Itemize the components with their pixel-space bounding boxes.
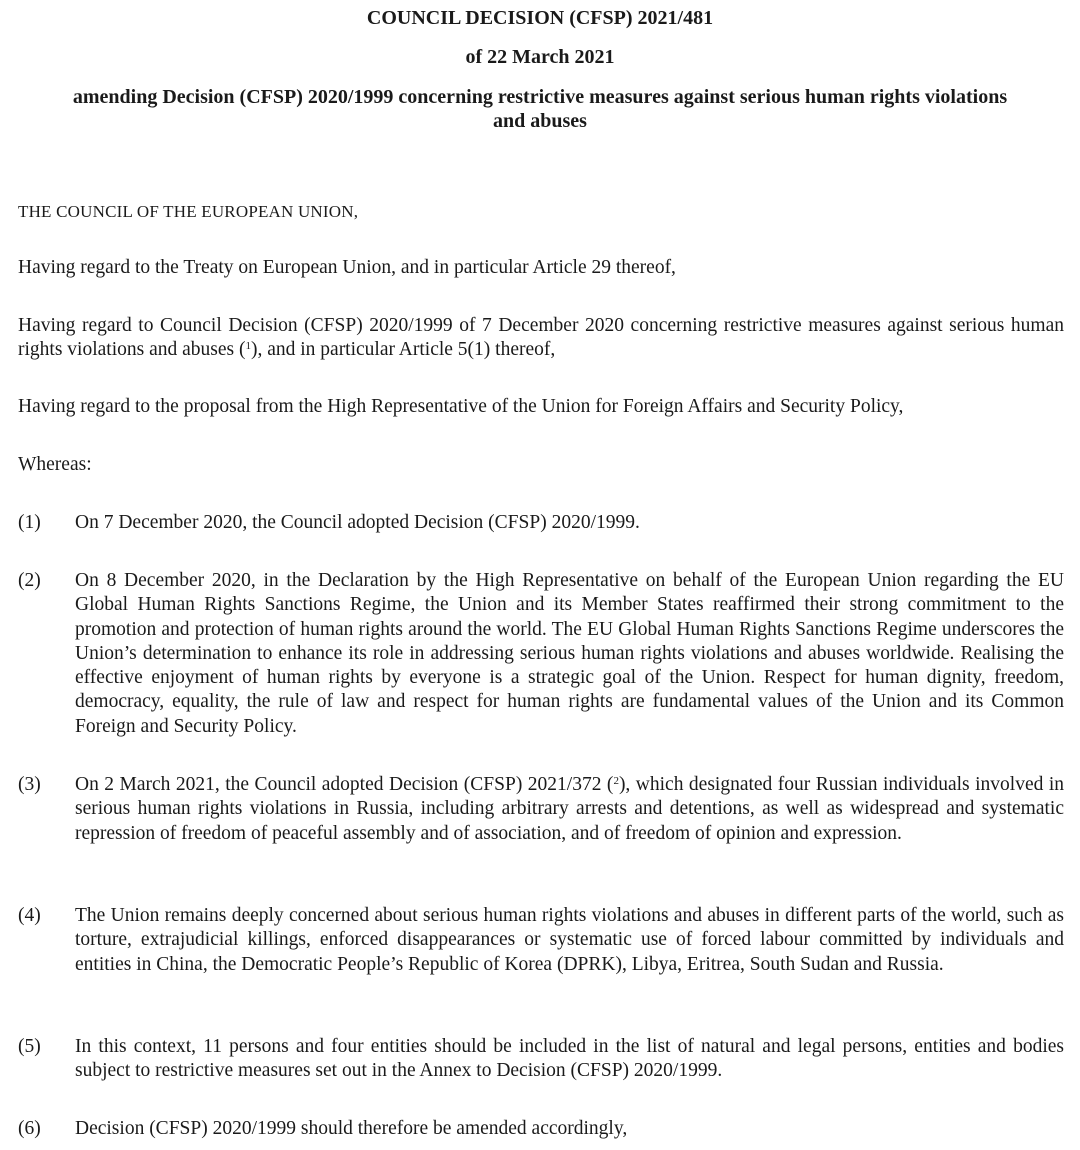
document-title: COUNCIL DECISION (CFSP) 2021/481 bbox=[366, 7, 714, 29]
recital-text: On 8 December 2020, in the Declaration by the High Representative on behalf of the European Union regarding the EU Global Human Rights Sanctions Regime, the Union and its Member States reaffirmed their strong commitment to the promotion and protection of human rights around the world. The EU Global Human Rights Sanctions Regime underscores the Union’s determination to enhance its role in addressing serious human rights violations and abuses worldwide. Realising the effective enjoyment of human rights by everyone is a strategic goal of the Union. Respect for human dignity, freedom, democracy, equality, the rule of law and respect for human rights are fundamental values of the Union and its Common Foreign and Security Policy. bbox=[75, 570, 1064, 737]
preamble-council: THE COUNCIL OF THE EUROPEAN UNION, bbox=[18, 202, 359, 221]
recital-text-part: ), which designated four Russian individuals involved in serious human rights violations in Russia, including arbitrary arrests and detentions, as well as widespread and systematic repression of freedom of peaceful assembly and of association, and of freedom of opinion and expression. bbox=[75, 774, 1065, 844]
document-date: of 22 March 2021 bbox=[465, 46, 615, 68]
recital-text: On 7 December 2020, the Council adopted Decision (CFSP) 2020/1999. bbox=[75, 512, 640, 533]
recital-number: (3) bbox=[18, 774, 41, 795]
footnote-ref-2[interactable]: 2 bbox=[613, 775, 619, 787]
recital-number: (2) bbox=[18, 570, 41, 591]
whereas-label: Whereas: bbox=[18, 454, 92, 475]
recital-text: The Union remains deeply concerned about serious human rights violations and abuses in different parts of the world, such as torture, extrajudicial killings, enforced disappearances or systematic use of forced labour committed by individuals and entities in China, the Democratic People’s Republic of Korea (DPRK), Libya, Eritrea, South Sudan and Russia. bbox=[75, 905, 1064, 975]
recital-number: (1) bbox=[18, 512, 41, 533]
citation-decision-text-end: ), and in particular Article 5(1) thereof, bbox=[250, 339, 556, 361]
citation-decision bbox=[18, 314, 1064, 363]
footnote-ref-1[interactable]: 1 bbox=[245, 340, 251, 353]
recital-text bbox=[75, 773, 1064, 846]
citation-decision-text: Having regard to Council Decision (CFSP) 2020/1999 of 7 December 2020 concerning restrictive measures against serious human rights violations and abuses ( bbox=[18, 315, 1064, 361]
citation-proposal: Having regard to the proposal from the High Representative of the Union for Foreign Affairs and Security Policy, bbox=[18, 396, 904, 417]
citation-treaty: Having regard to the Treaty on European Union, and in particular Article 29 thereof, bbox=[18, 257, 676, 278]
recital-text: In this context, 11 persons and four entities should be included in the list of natural and legal persons, entities and bodies subject to restrictive measures set out in the Annex to Decision (CFSP) 2020/1999. bbox=[75, 1036, 1064, 1082]
recital-number: (5) bbox=[18, 1036, 41, 1057]
recital-text-part: On 2 March 2021, the Council adopted Decision (CFSP) 2021/372 ( bbox=[75, 774, 614, 795]
recital-text: Decision (CFSP) 2020/1999 should therefore be amended accordingly, bbox=[75, 1118, 628, 1139]
recital-number: (6) bbox=[18, 1118, 41, 1139]
document-subject: amending Decision (CFSP) 2020/1999 concerning restrictive measures against serious human rights violations and abuses bbox=[72, 86, 1008, 132]
recital-number: (4) bbox=[18, 905, 41, 926]
